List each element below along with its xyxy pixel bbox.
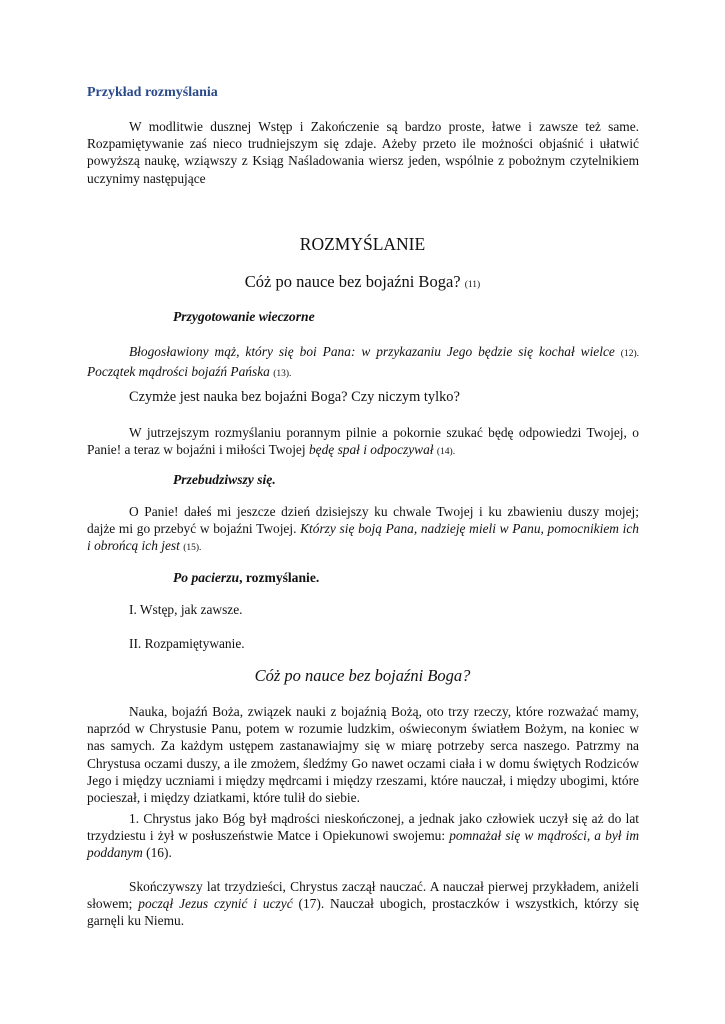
- nauka-paragraph: Nauka, bojaźń Boża, związek nauki z bojaźnią Bożą, oto trzy rzeczy, które rozważać mamy, naprzód w Chrystusie Panu, potem w rozumie ludzkim, oświeconym światłem Bożym, na koniec w nas samych. Za każdym ustępem zastanawiajmy się w miarę potrzeby serca naszego. Patrzmy na Chrystusa oczami duszy, a ile zmożem, śledźmy Go nawet oczami ciała i w domu świętych Rodziców Jego i między uczniami i między mędrcami i między rzeszami, które nauczał, i między ubogimi, które pocieszał, i między dziatkami, które tulił do siebie.: [87, 704, 639, 806]
- step-1: I. Wstęp, jak zawsze.: [129, 602, 243, 617]
- evening-paragraph: [87, 424, 639, 461]
- christ-paragraph: [87, 810, 639, 862]
- step-2: II. Rozpamiętywanie.: [129, 636, 245, 651]
- footnote-ref: (12).: [620, 349, 639, 359]
- subtitle-text: Cóż po nauce bez bojaźni Boga?: [244, 272, 461, 291]
- meditation-subtitle: [0, 272, 725, 292]
- quote-part-2: Początek mądrości bojaźń Pańska: [87, 364, 270, 380]
- footnote-ref: (15).: [183, 543, 202, 554]
- christ-italic: pomnażał się w mądrości, a był im poddanym: [87, 828, 639, 861]
- footnote-ref: (14).: [436, 447, 456, 458]
- evening-italic: będę spał i odpoczywał: [308, 442, 434, 458]
- morning-text: O Panie! dałeś mi jeszcze dzień dzisiejszy ku chwale Twojej i ku zbawieniu duszy mojej; dajże mi go przebyć w bojaźni Twojej.: [87, 504, 639, 537]
- question-line: Czymże jest nauka bez bojaźni Boga? Czy niczym tylko?: [129, 389, 460, 405]
- prayer-heading-italic: Po pacierzu: [173, 570, 240, 585]
- morning-paragraph: [87, 503, 639, 558]
- footnote-ref: (13).: [273, 369, 292, 380]
- christ-text: 1. Chrystus jako Bóg był mądrości nieskończonej, a jednak jako człowiek uczył się aż do lat trzydziestu i żył w posłuszeństwie Matce i Opiekunowi swojemu:: [87, 811, 639, 844]
- teaching-text-2: (17). Nauczał ubogich, prostaczków i wszystkich, którzy się garnęli ku Niemu.: [87, 896, 639, 929]
- section-heading: Przykład rozmyślania: [87, 85, 218, 100]
- teaching-italic: począł Jezus czynić i uczyć: [138, 896, 293, 912]
- prayer-heading-rest: , rozmyślanie.: [239, 570, 320, 585]
- prayer-heading: [173, 570, 319, 586]
- awakening-heading: Przebudziwszy się.: [173, 472, 276, 487]
- footnote-ref: (16).: [146, 845, 172, 861]
- evening-text: W jutrzejszym rozmyślaniu porannym pilnie a pokornie szukać będę odpowiedzi Twojej, o Panie! a teraz w bojaźni i miłości Twojej: [87, 425, 639, 458]
- morning-italic: Którzy się boją Pana, nadzieję mieli w Panu, pomocnikiem ich i obrońcą ich jest: [87, 521, 639, 554]
- quote-part-1: Błogosławiony mąż, który się boi Pana: w przykazaniu Jego będzie się kochał wielce: [129, 344, 615, 359]
- scripture-quote: [87, 343, 639, 383]
- meditation-title: ROZMYŚLANIE: [299, 234, 426, 254]
- teaching-text-1: Skończywszy lat trzydzieści, Chrystus zaczął nauczać. A nauczał pierwej przykładem, aniżeli słowem;: [87, 879, 639, 912]
- teaching-paragraph: [87, 878, 639, 930]
- evening-preparation-heading: Przygotowanie wieczorne: [173, 309, 315, 324]
- intro-paragraph: W modlitwie dusznej Wstęp i Zakończenie są bardzo proste, łatwe i zawsze też same. Rozpamiętywanie zaś nieco trudniejszym się zdaje. Ażeby przeto ile możności objaśnić i ułatwić powyższą naukę, wziąwszy z Ksiąg Naśladowania wiersz jeden, wspólnie z pobożnym czytelnikiem uczynimy następujące: [87, 119, 639, 186]
- meditation-subtitle-2: Cóż po nauce bez bojaźni Boga?: [254, 666, 471, 685]
- footnote-ref: (11): [464, 280, 481, 290]
